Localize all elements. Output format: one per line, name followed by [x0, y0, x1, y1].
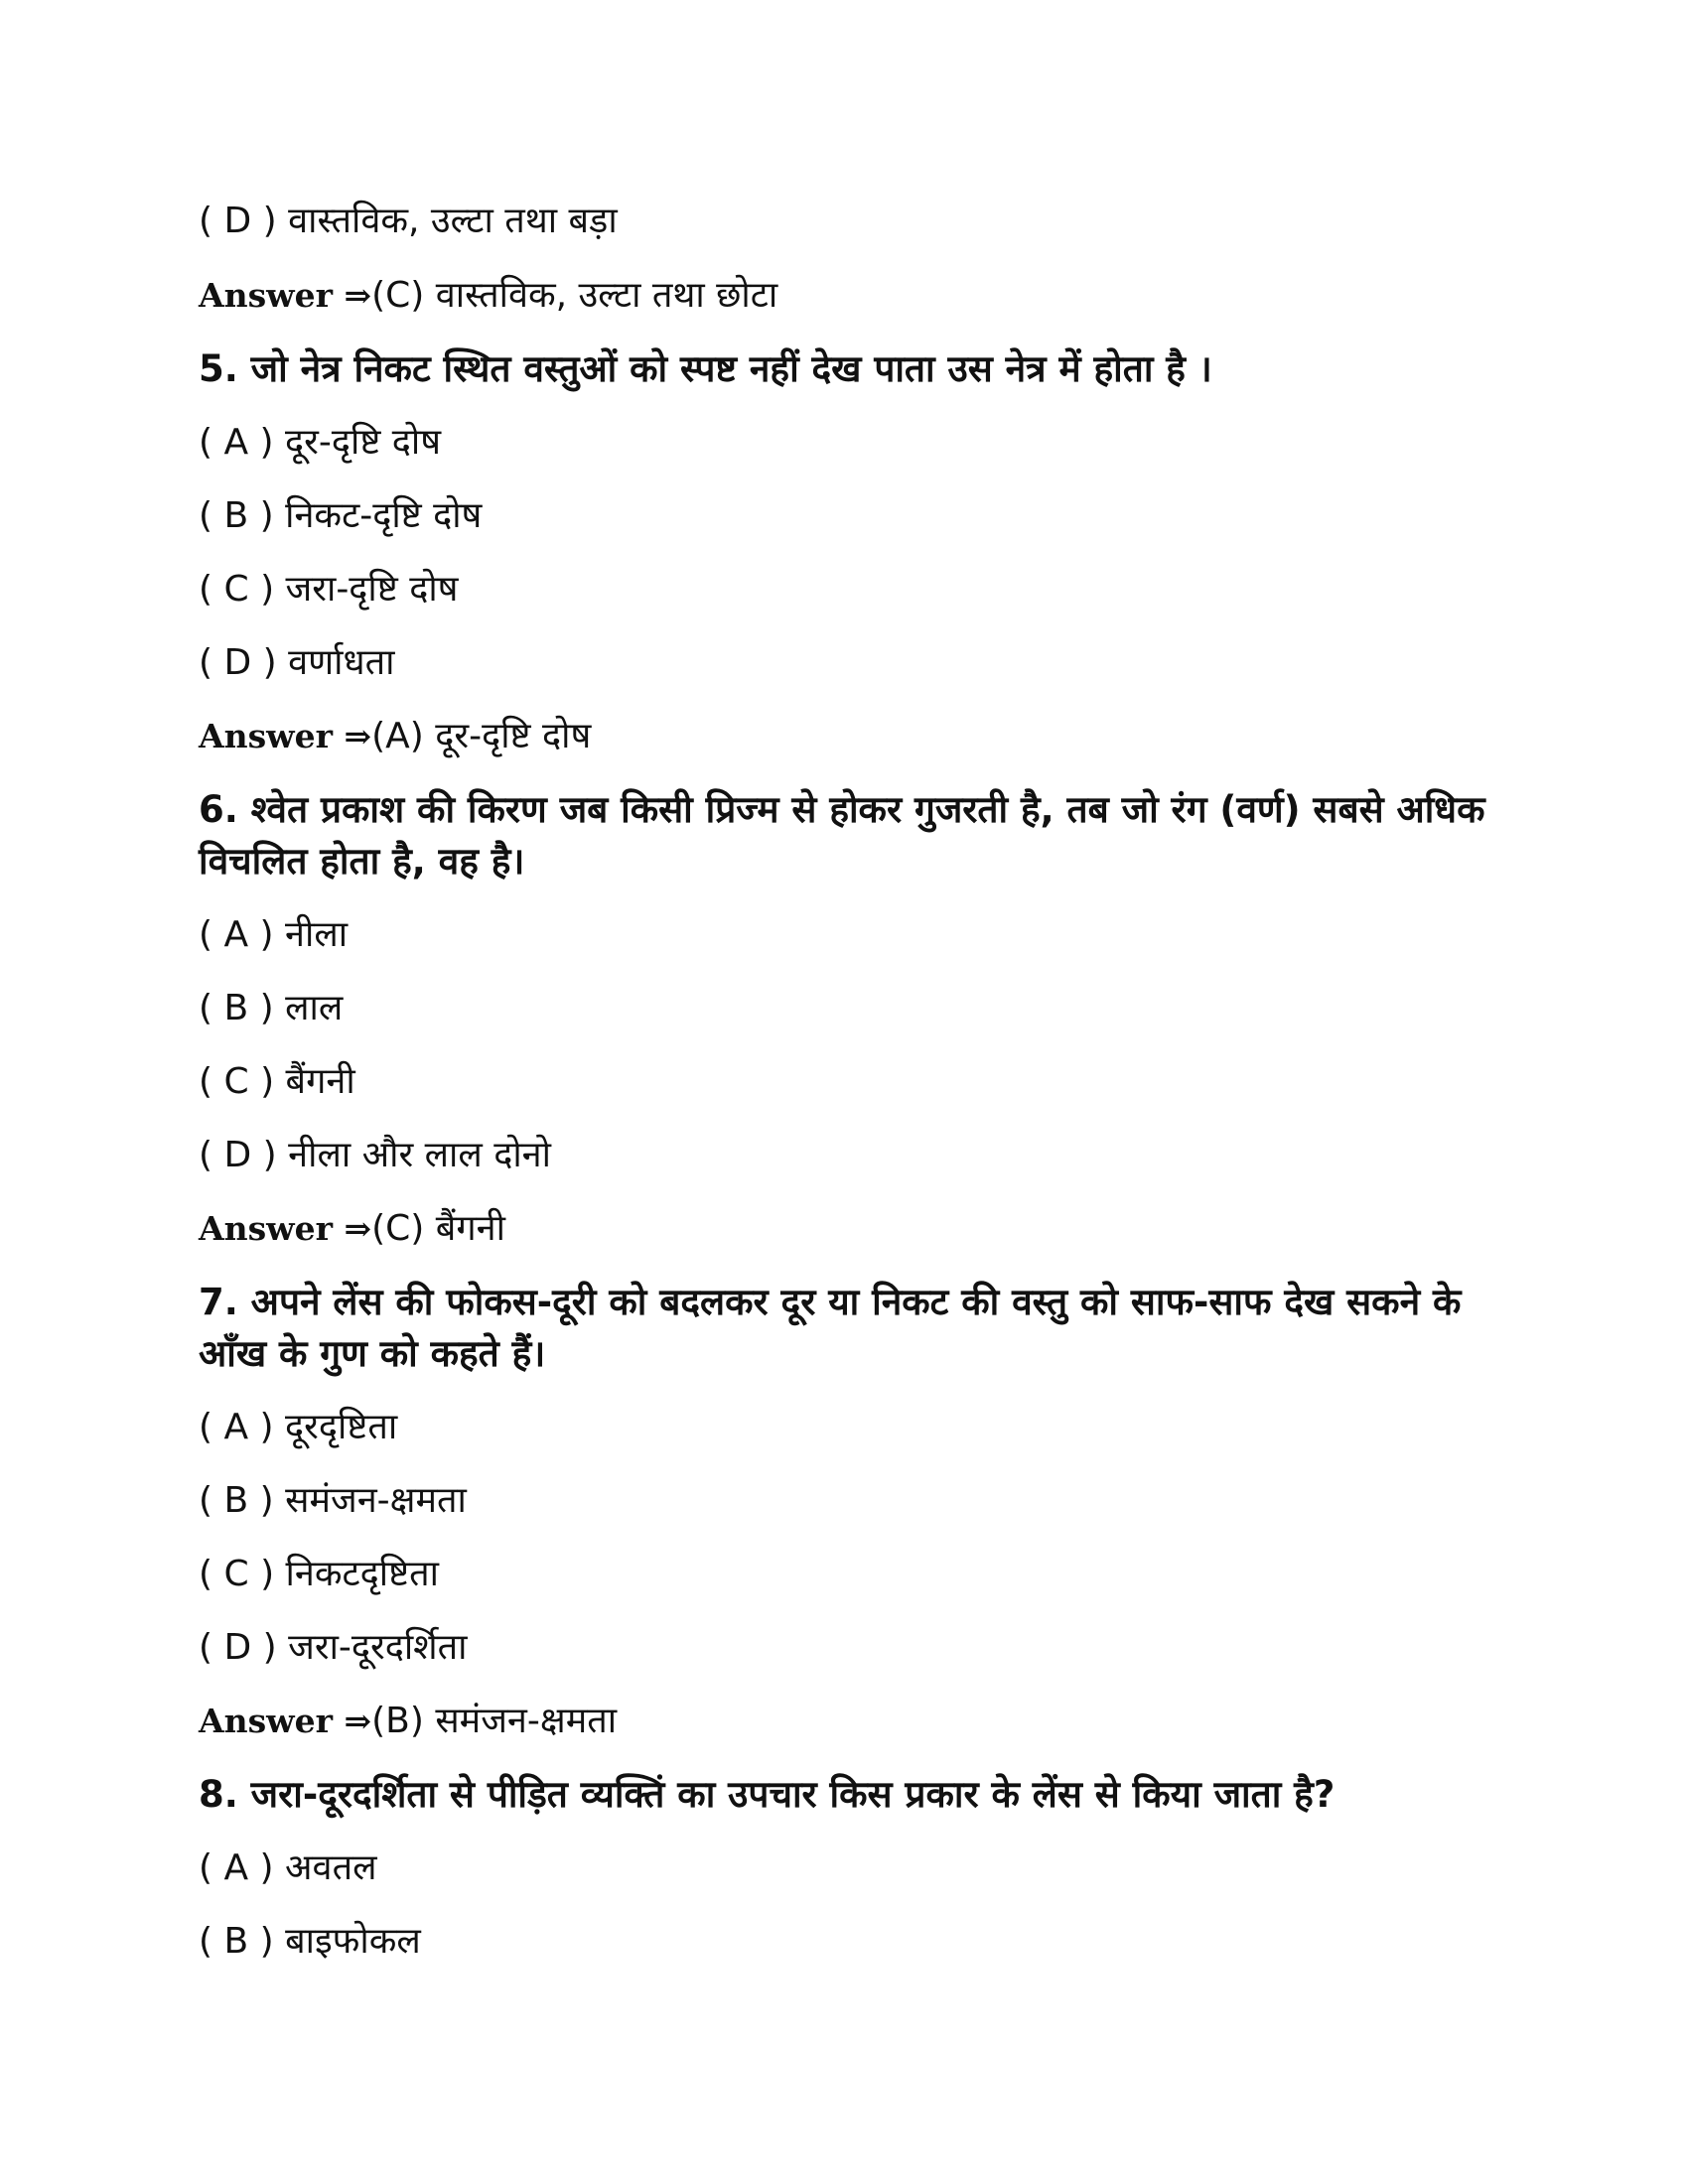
- q7-option-d: ( D ) जरा-दूरदर्शिता: [199, 1627, 468, 1668]
- answer-label: Answer ⇒: [199, 1209, 372, 1248]
- q8-option-a: ( A ) अवतल: [199, 1847, 377, 1888]
- question-6: 6. श्वेत प्रकाश की किरण जब किसी प्रिज्म से होकर गुजरती है, तब जो रंग (वर्ण) सबसे अधिक विचलित होता है, वह है।: [199, 788, 1485, 883]
- q7-answer: [199, 1696, 617, 1747]
- question-8: 8. जरा-दूरदर्शिता से पीड़ित व्यक्तिं का उपचार किस प्रकार के लेंस से किया जाता है?: [199, 1773, 1336, 1816]
- question-5: 5. जो नेत्र निकट स्थित वस्तुओं को स्पष्ट नहीं देख पाता उस नेत्र में होता है ।: [199, 347, 1212, 390]
- q8-option-b: ( B ) बाइफोकल: [199, 1921, 421, 1962]
- question-7: 7. अपने लेंस की फोकस-दूरी को बदलकर दूर या निकट की वस्तु को साफ-साफ देख सकने के आँख के गुण को कहते हैं।: [199, 1281, 1462, 1375]
- q5-option-b: ( B ) निकट-दृष्टि दोष: [199, 495, 483, 536]
- answer-value: (B) समंजन-क्षमता: [371, 1701, 618, 1741]
- q6-option-d: ( D ) नीला और लाल दोनो: [199, 1135, 551, 1175]
- q7-option-a: ( A ) दूरदृष्टिता: [199, 1407, 398, 1447]
- q5-option-c: ( C ) जरा-दृष्टि दोष: [199, 569, 459, 610]
- q5-option-a: ( A ) दूर-दृष्टि दोष: [199, 422, 442, 463]
- answer-value: (A) दूर-दृष्टि दोष: [371, 716, 592, 756]
- document-page: [199, 0, 1529, 2184]
- q6-answer: [199, 1203, 505, 1255]
- answer-label: Answer ⇒: [199, 717, 372, 755]
- q5-option-d: ( D ) वर्णाधता: [199, 642, 395, 683]
- prev-answer: [199, 270, 777, 322]
- answer-value: (C) वास्तविक, उल्टा तथा छोटा: [371, 275, 778, 316]
- answer-label: Answer ⇒: [199, 276, 372, 315]
- prev-option-d: ( D ) वास्तविक, उल्टा तथा बड़ा: [199, 201, 618, 241]
- answer-value: (C) बैंगनी: [371, 1208, 505, 1249]
- q6-option-a: ( A ) नीला: [199, 914, 349, 955]
- q6-option-b: ( B ) लाल: [199, 988, 344, 1028]
- answer-label: Answer ⇒: [199, 1702, 372, 1740]
- q5-answer: [199, 711, 591, 762]
- q6-option-c: ( C ) बैंगनी: [199, 1061, 355, 1102]
- q7-option-b: ( B ) समंजन-क्षमता: [199, 1480, 467, 1521]
- q7-option-c: ( C ) निकटदृष्टिता: [199, 1554, 439, 1594]
